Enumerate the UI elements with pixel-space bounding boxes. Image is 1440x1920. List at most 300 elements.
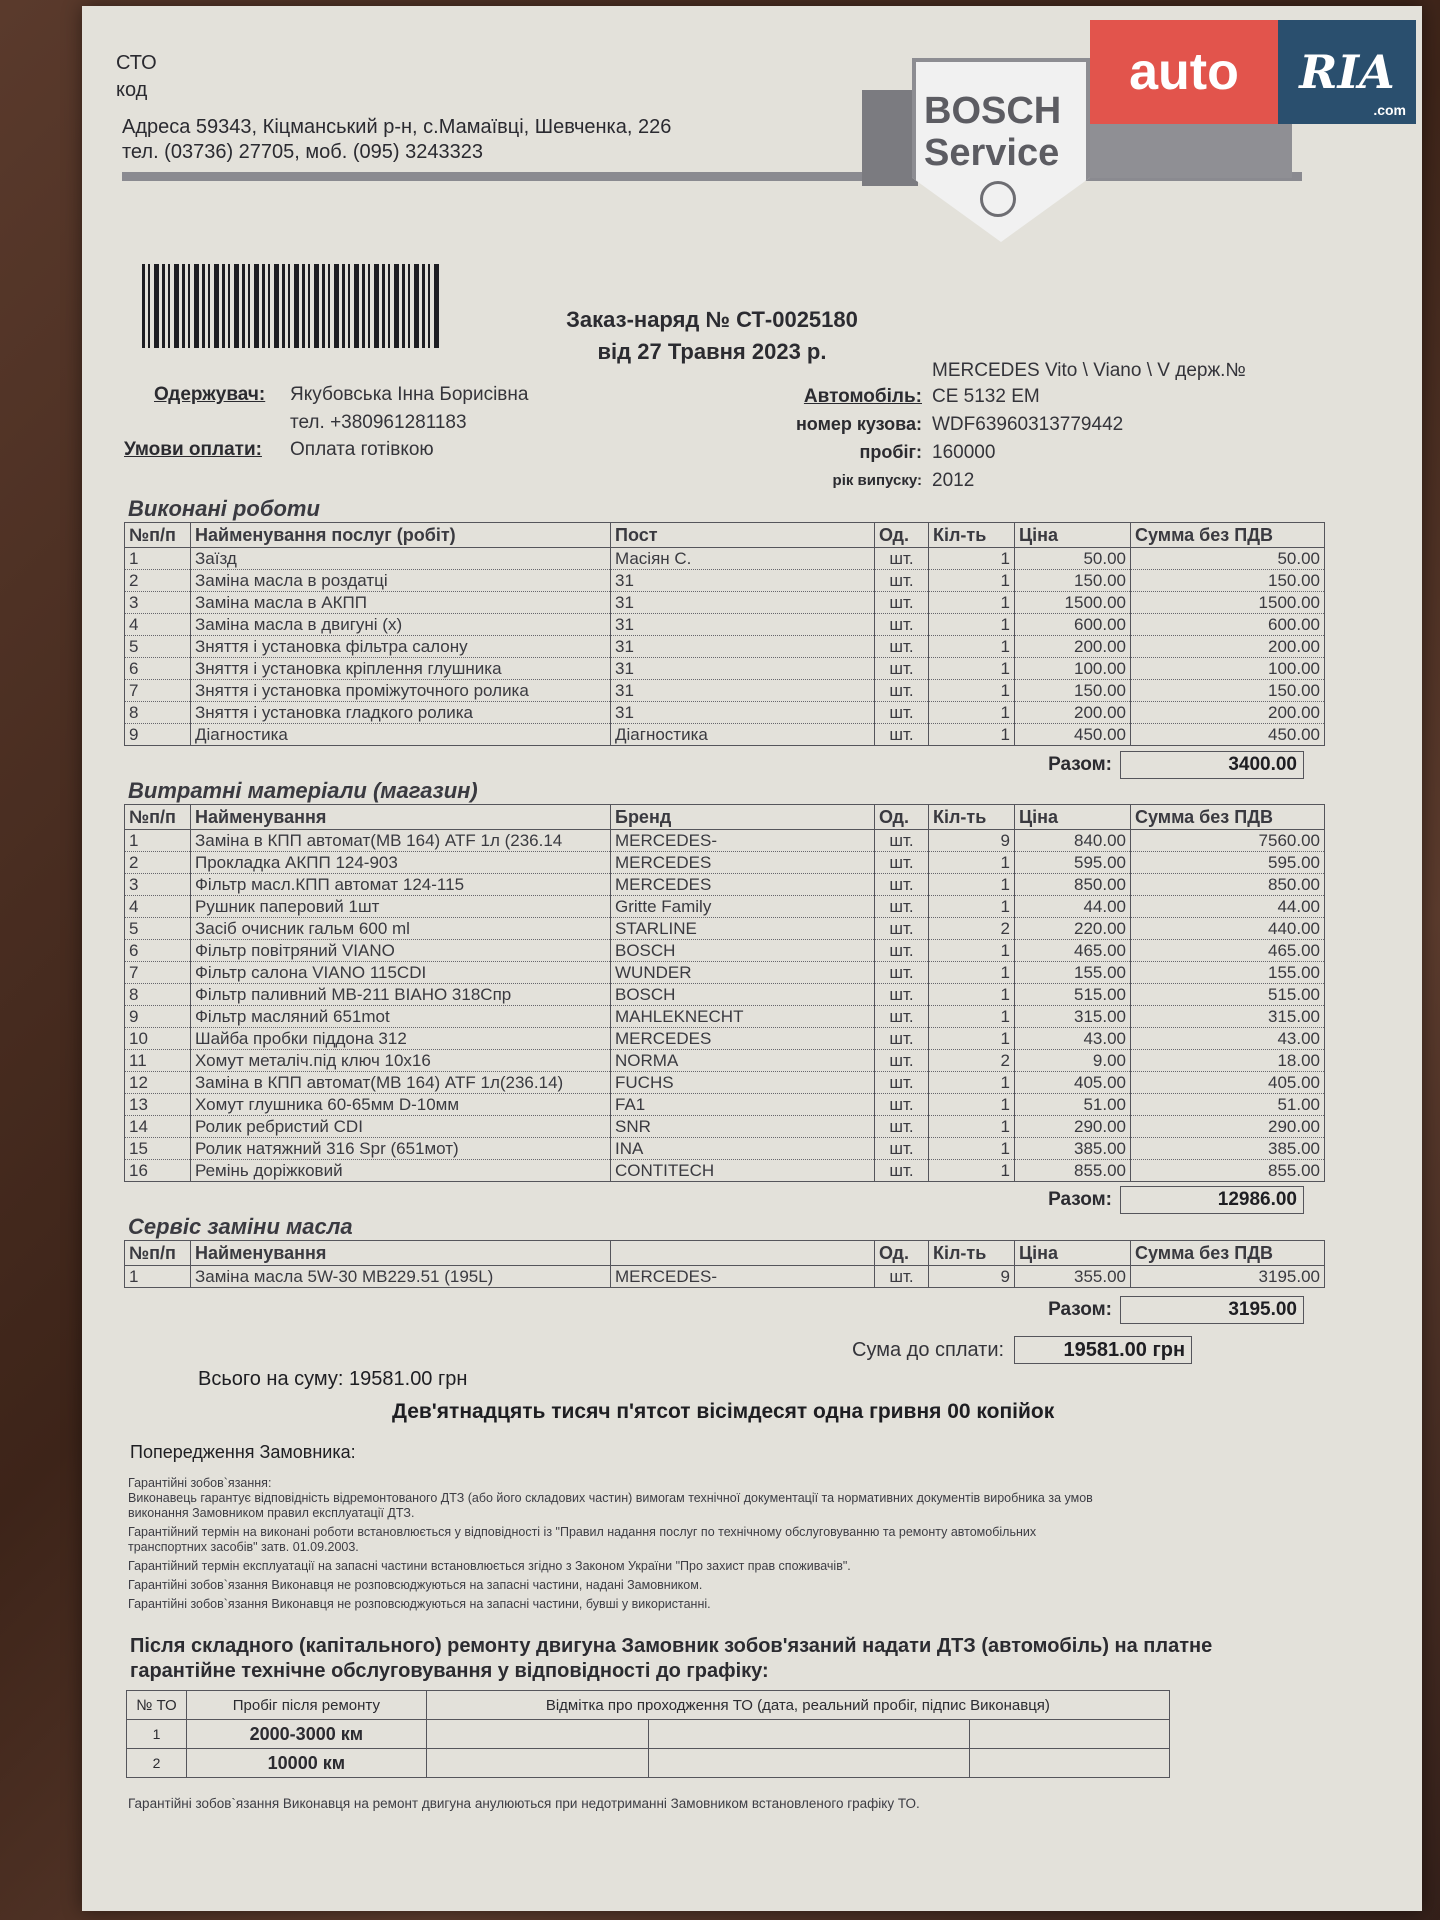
table-cell: 600.00 [1015, 614, 1131, 636]
table-cell: шт. [875, 918, 929, 940]
to-row-mark-cell [426, 1749, 648, 1778]
body-label: номер кузова: [795, 414, 922, 434]
column-header: Кіл-ть [929, 1241, 1015, 1266]
autoria-ria-label: RIA [1299, 45, 1395, 99]
table-cell: 450.00 [1131, 724, 1325, 746]
table-cell: Заміна масла в двигуні (х) [191, 614, 611, 636]
table-cell: 1 [929, 1138, 1015, 1160]
table-cell: 15 [125, 1138, 191, 1160]
table-cell: 43.00 [1015, 1028, 1131, 1050]
column-header: Од. [875, 523, 929, 548]
table-cell: 6 [125, 940, 191, 962]
table-cell: 1 [929, 984, 1015, 1006]
table-cell: Засіб очисник гальм 600 ml [191, 918, 611, 940]
table-cell: MERCEDES- [611, 1266, 875, 1288]
table-row [125, 1160, 1325, 1182]
warning-line: Гарантійний термін на виконані роботи встановлюється у відповідності із "Правил надання послуг по технічному обслуговуванню та ремонту автомобільних [128, 1525, 1037, 1539]
to-header-number: № ТО [127, 1691, 187, 1720]
materials-total-value: 12986.00 [1120, 1186, 1304, 1214]
warning-line: Гарантійні зобов`язання: [128, 1476, 272, 1490]
table-cell: Фільтр повітряний VIANO [191, 940, 611, 962]
table-cell: шт. [875, 1094, 929, 1116]
table-row [125, 918, 1325, 940]
table-cell: BOSCH [611, 984, 875, 1006]
table-cell: 450.00 [1015, 724, 1131, 746]
table-cell: шт. [875, 614, 929, 636]
table-row [125, 1006, 1325, 1028]
column-header: Сумма без ПДВ [1131, 805, 1325, 830]
table-cell: 1500.00 [1015, 592, 1131, 614]
table-cell: 315.00 [1131, 1006, 1325, 1028]
pay-total [852, 1336, 1192, 1364]
column-header: Найменування [191, 1241, 611, 1266]
table-cell: шт. [875, 724, 929, 746]
column-header: Кіл-ть [929, 523, 1015, 548]
table-row [125, 1094, 1325, 1116]
table-cell: 51.00 [1015, 1094, 1131, 1116]
order-number: Заказ-наряд № СТ-0025180 [566, 307, 858, 332]
table-row [125, 548, 1325, 570]
table-row [125, 592, 1325, 614]
column-header [611, 1241, 875, 1266]
to-row-number: 2 [127, 1749, 187, 1778]
table-cell: 3195.00 [1131, 1266, 1325, 1288]
table-cell: 840.00 [1015, 830, 1131, 852]
order-title [542, 304, 882, 368]
works-total-label: Разом: [1048, 754, 1112, 775]
table-cell: шт. [875, 1116, 929, 1138]
column-header: Пост [611, 523, 875, 548]
table-row [125, 1072, 1325, 1094]
table-cell: 1 [929, 724, 1015, 746]
column-header: №п/п [125, 1241, 191, 1266]
table-cell: шт. [875, 852, 929, 874]
table-row [125, 1028, 1325, 1050]
table-cell: 2 [125, 852, 191, 874]
table-cell: Шайба пробки піддона 312 [191, 1028, 611, 1050]
table-row [125, 658, 1325, 680]
table-cell: 1 [125, 830, 191, 852]
table-cell: FUCHS [611, 1072, 875, 1094]
table-row [125, 984, 1325, 1006]
table-cell: 290.00 [1131, 1116, 1325, 1138]
column-header: Ціна [1015, 805, 1131, 830]
pay-total-value: 19581.00 грн [1014, 1336, 1192, 1364]
table-cell: 50.00 [1015, 548, 1131, 570]
materials-total [952, 1186, 1304, 1214]
table-cell: 9 [929, 1266, 1015, 1288]
grand-total-label: Всього на суму: [198, 1368, 344, 1390]
table-cell: шт. [875, 1028, 929, 1050]
column-header: Сумма без ПДВ [1131, 1241, 1325, 1266]
table-row [127, 1720, 1170, 1749]
table-cell: шт. [875, 1050, 929, 1072]
warning-bold-line1: Після складного (капітального) ремонту двигуна Замовник зобов'язаний надати ДТЗ (автомобіль) на платне [130, 1635, 1213, 1657]
table-row [125, 614, 1325, 636]
table-cell: 100.00 [1131, 658, 1325, 680]
table-cell: 6 [125, 658, 191, 680]
to-footer-note: Гарантійні зобов`язання Виконавця на ремонт двигуна анулюються при недотриманні Замовником встановленого графіку ТО. [128, 1796, 920, 1811]
table-cell: 13 [125, 1094, 191, 1116]
table-cell: 1 [929, 940, 1015, 962]
table-cell: 465.00 [1131, 940, 1325, 962]
table-cell: 1 [929, 570, 1015, 592]
table-row [125, 852, 1325, 874]
materials-total-label: Разом: [1048, 1189, 1112, 1210]
oil-table [124, 1240, 1325, 1288]
table-cell: MERCEDES [611, 1028, 875, 1050]
year-label: рік випуску: [832, 472, 922, 489]
warnings-title: Попередження Замовника: [130, 1442, 356, 1462]
table-cell: 600.00 [1131, 614, 1325, 636]
table-cell: 3 [125, 874, 191, 896]
table-cell: 595.00 [1015, 852, 1131, 874]
table-cell: INA [611, 1138, 875, 1160]
table-cell: 150.00 [1131, 680, 1325, 702]
table-cell: шт. [875, 1072, 929, 1094]
table-cell: 155.00 [1131, 962, 1325, 984]
table-cell: MERCEDES [611, 852, 875, 874]
table-cell: 11 [125, 1050, 191, 1072]
order-date: від 27 Травня 2023 р. [597, 339, 827, 364]
table-cell: шт. [875, 680, 929, 702]
works-total [952, 751, 1304, 779]
bosch-logo-text: BOSCH Service [924, 90, 1062, 174]
table-cell: 200.00 [1131, 636, 1325, 658]
table-cell: 150.00 [1015, 680, 1131, 702]
table-cell: 9.00 [1015, 1050, 1131, 1072]
table-cell: 1 [929, 852, 1015, 874]
table-cell: 31 [611, 680, 875, 702]
warning-line: Виконавець гарантує відповідність відремонтованого ДТЗ (або його складових частин) вимогам технічної документації та нормативних документів виробника за умов [128, 1491, 1093, 1505]
bosch-emblem-icon [980, 181, 1016, 217]
table-row [125, 874, 1325, 896]
table-cell: Заміна в КПП автомат(МВ 164) ATF 1л(236.14) [191, 1072, 611, 1094]
table-cell: 10 [125, 1028, 191, 1050]
table-cell: 515.00 [1131, 984, 1325, 1006]
table-cell: Зняття і установка фільтра салону [191, 636, 611, 658]
table-cell: Заміна масла 5W-30 MB229.51 (195L) [191, 1266, 611, 1288]
table-cell: шт. [875, 984, 929, 1006]
to-row-mark-cell [648, 1749, 970, 1778]
table-cell: 31 [611, 658, 875, 680]
table-cell: Фільтр масл.КПП автомат 124-115 [191, 874, 611, 896]
table-cell: BOSCH [611, 940, 875, 962]
table-cell: шт. [875, 592, 929, 614]
table-cell: Хомут глушника 60-65мм D-10мм [191, 1094, 611, 1116]
table-cell: Gritte Family [611, 896, 875, 918]
table-cell: 14 [125, 1116, 191, 1138]
warnings-text [128, 1472, 1348, 1612]
table-cell: 31 [611, 592, 875, 614]
table-cell: шт. [875, 1006, 929, 1028]
table-cell: 1 [929, 1028, 1015, 1050]
column-header: Кіл-ть [929, 805, 1015, 830]
company-line2: код [116, 79, 148, 101]
to-row-number: 1 [127, 1720, 187, 1749]
table-cell: шт. [875, 570, 929, 592]
table-cell: 385.00 [1131, 1138, 1325, 1160]
table-cell: 1 [125, 1266, 191, 1288]
table-cell: 150.00 [1131, 570, 1325, 592]
table-cell: шт. [875, 636, 929, 658]
column-header: №п/п [125, 523, 191, 548]
payment-terms: Оплата готівкою [290, 439, 434, 460]
company-address: Адреса 59343, Кіцманський р-н, с.Мамаївці, Шевченка, 226 [122, 116, 672, 138]
works-total-value: 3400.00 [1120, 751, 1304, 779]
table-row [125, 896, 1325, 918]
table-cell: 4 [125, 896, 191, 918]
company-line1: СТО [116, 52, 157, 74]
table-cell: 1 [929, 548, 1015, 570]
table-cell: 290.00 [1015, 1116, 1131, 1138]
table-cell: 2 [929, 918, 1015, 940]
table-cell: Фільтр салона VIANO 115CDI [191, 962, 611, 984]
to-row-mark-cell [426, 1720, 648, 1749]
car-model: MERCEDES Vito \ Viano \ V держ.№ [932, 360, 1246, 381]
table-cell: 31 [611, 570, 875, 592]
table-cell: 1 [929, 702, 1015, 724]
table-cell: 850.00 [1015, 874, 1131, 896]
table-cell: 150.00 [1015, 570, 1131, 592]
table-cell: 100.00 [1015, 658, 1131, 680]
table-cell: 1 [929, 962, 1015, 984]
table-cell: MERCEDES- [611, 830, 875, 852]
mileage-label: пробіг: [859, 442, 922, 462]
table-row [125, 1266, 1325, 1288]
table-cell: 4 [125, 614, 191, 636]
grand-total [198, 1368, 467, 1391]
column-header: Ціна [1015, 1241, 1131, 1266]
table-cell: Зняття і установка кріплення глушника [191, 658, 611, 680]
table-cell: 8 [125, 984, 191, 1006]
table-cell: NORMA [611, 1050, 875, 1072]
table-cell: 200.00 [1131, 702, 1325, 724]
column-header: Од. [875, 1241, 929, 1266]
recipient-phone: тел. +380961281183 [290, 412, 467, 433]
to-row-mileage: 2000-3000 км [186, 1720, 426, 1749]
table-cell: Фільтр паливний МВ-211 ВІАНО 318Спр [191, 984, 611, 1006]
table-cell: 9 [125, 724, 191, 746]
table-cell: Рушник паперовий 1шт [191, 896, 611, 918]
oil-total-label: Разом: [1048, 1299, 1112, 1320]
warning-bold-line2: гарантійне технічне обслуговування у відповідності до графіку: [130, 1660, 769, 1682]
payment-label: Умови оплати: [124, 439, 262, 460]
invoice-sheet [82, 6, 1422, 1911]
table-cell: 5 [125, 918, 191, 940]
materials-header-row [125, 805, 1325, 830]
table-cell: 1 [125, 548, 191, 570]
table-cell: 1500.00 [1131, 592, 1325, 614]
table-cell: STARLINE [611, 918, 875, 940]
table-cell: 44.00 [1015, 896, 1131, 918]
autoria-ria-text [1278, 20, 1416, 124]
table-cell: 3 [125, 592, 191, 614]
to-row-mark-cell [970, 1749, 1170, 1778]
works-body [125, 548, 1325, 746]
works-header-row [125, 523, 1325, 548]
table-cell: 16 [125, 1160, 191, 1182]
column-header: Найменування послуг (робіт) [191, 523, 611, 548]
table-cell: 405.00 [1131, 1072, 1325, 1094]
materials-table [124, 804, 1325, 1182]
table-cell: Ролик натяжний 316 Spr (651мот) [191, 1138, 611, 1160]
table-cell: 515.00 [1015, 984, 1131, 1006]
table-cell: шт. [875, 940, 929, 962]
table-cell: шт. [875, 1160, 929, 1182]
table-cell: 595.00 [1131, 852, 1325, 874]
table-row [125, 724, 1325, 746]
table-cell: 355.00 [1015, 1266, 1131, 1288]
table-cell: шт. [875, 1138, 929, 1160]
table-cell: Прокладка АКПП 124-903 [191, 852, 611, 874]
table-cell: 9 [929, 830, 1015, 852]
table-cell: 50.00 [1131, 548, 1325, 570]
warning-line: виконання Замовником правил експлуатації ДТЗ. [128, 1506, 415, 1520]
table-cell: шт. [875, 874, 929, 896]
table-cell: 31 [611, 614, 875, 636]
table-row [125, 680, 1325, 702]
table-row [125, 940, 1325, 962]
table-cell: 5 [125, 636, 191, 658]
table-cell: 18.00 [1131, 1050, 1325, 1072]
warning-line: транспортних засобів" затв. 01.09.2003. [128, 1540, 359, 1554]
table-cell: шт. [875, 896, 929, 918]
table-cell: 44.00 [1131, 896, 1325, 918]
autoria-auto-text: auto [1090, 20, 1278, 124]
table-cell: Хомут металіч.під ключ 10х16 [191, 1050, 611, 1072]
table-cell: WUNDER [611, 962, 875, 984]
table-cell: 31 [611, 702, 875, 724]
materials-section-title: Витратні матеріали (магазин) [128, 778, 478, 803]
oil-section-title: Сервіс заміни масла [128, 1214, 353, 1239]
table-row [125, 570, 1325, 592]
column-header: №п/п [125, 805, 191, 830]
table-cell: 1 [929, 1116, 1015, 1138]
table-cell: 315.00 [1015, 1006, 1131, 1028]
table-cell: 43.00 [1131, 1028, 1325, 1050]
table-row [127, 1749, 1170, 1778]
table-cell: 1 [929, 614, 1015, 636]
table-cell: 31 [611, 636, 875, 658]
recipient-label: Одержувач: [154, 384, 266, 405]
table-cell: Зняття і установка гладкого ролика [191, 702, 611, 724]
table-cell: 220.00 [1015, 918, 1131, 940]
to-header-mark: Відмітка про проходження ТО (дата, реальний пробіг, підпис Виконавця) [426, 1691, 1169, 1720]
table-row [125, 636, 1325, 658]
column-header: Ціна [1015, 523, 1131, 548]
table-cell: шт. [875, 658, 929, 680]
table-cell: 8 [125, 702, 191, 724]
materials-body [125, 830, 1325, 1182]
recipient-name: Якубовська Інна Борисівна [290, 384, 529, 405]
works-table [124, 522, 1325, 746]
table-cell: 9 [125, 1006, 191, 1028]
table-cell: 850.00 [1131, 874, 1325, 896]
table-cell: MERCEDES [611, 874, 875, 896]
table-cell: Ремінь доріжковий [191, 1160, 611, 1182]
company-phone: тел. (03736) 27705, моб. (095) 3243323 [122, 141, 483, 163]
oil-total [952, 1296, 1304, 1324]
table-cell: 1 [929, 636, 1015, 658]
table-cell: 51.00 [1131, 1094, 1325, 1116]
to-row-mark-cell [648, 1720, 970, 1749]
oil-header-row [125, 1241, 1325, 1266]
table-row [125, 1116, 1325, 1138]
column-header: Бренд [611, 805, 875, 830]
table-row [125, 830, 1325, 852]
table-cell: Масіян С. [611, 548, 875, 570]
table-cell: 7560.00 [1131, 830, 1325, 852]
table-cell: 200.00 [1015, 702, 1131, 724]
works-section-title: Виконані роботи [128, 496, 320, 521]
table-row [125, 1138, 1325, 1160]
table-cell: 440.00 [1131, 918, 1325, 940]
table-cell: 155.00 [1015, 962, 1131, 984]
table-cell: шт. [875, 830, 929, 852]
table-cell: 465.00 [1015, 940, 1131, 962]
table-cell: 1 [929, 592, 1015, 614]
table-cell: 1 [929, 1072, 1015, 1094]
pay-total-label: Сума до сплати: [852, 1338, 1005, 1361]
table-cell: Діагностика [611, 724, 875, 746]
table-cell: 1 [929, 1006, 1015, 1028]
table-cell: Заїзд [191, 548, 611, 570]
table-cell: Заміна в КПП автомат(МВ 164) ATF 1л (236.14 [191, 830, 611, 852]
table-row [125, 962, 1325, 984]
table-cell: 1 [929, 896, 1015, 918]
table-cell: шт. [875, 702, 929, 724]
autoria-com-text: .com [1373, 102, 1406, 118]
table-cell: 2 [929, 1050, 1015, 1072]
table-cell: 1 [929, 658, 1015, 680]
amount-in-words: Дев'ятнадцять тисяч п'ятсот вісімдесят одна гривня 00 копійок [392, 1400, 1055, 1423]
table-cell: 7 [125, 962, 191, 984]
table-cell: 1 [929, 874, 1015, 896]
table-cell: FA1 [611, 1094, 875, 1116]
table-cell: Зняття і установка проміжуточного ролика [191, 680, 611, 702]
column-header: Сумма без ПДВ [1131, 523, 1325, 548]
to-schedule-table [126, 1690, 1170, 1778]
table-cell: 12 [125, 1072, 191, 1094]
table-cell: шт. [875, 962, 929, 984]
car-label: Автомобіль: [803, 386, 922, 407]
table-cell: 855.00 [1131, 1160, 1325, 1182]
body-number: WDF63960313779442 [932, 414, 1124, 435]
table-cell: MAHLEKNECHT [611, 1006, 875, 1028]
table-row [125, 1050, 1325, 1072]
warning-line: Гарантійні зобов`язання Виконавця не розповсюджуються на запасні частини, бувші у використанні. [128, 1597, 711, 1611]
table-row [125, 702, 1325, 724]
table-cell: шт. [875, 548, 929, 570]
table-cell: 855.00 [1015, 1160, 1131, 1182]
warning-line: Гарантійний термін експлуатації на запасні частини встановлюється згідно з Законом України "Про захист прав споживачів". [128, 1559, 851, 1573]
table-cell: 200.00 [1015, 636, 1131, 658]
table-cell: 1 [929, 1160, 1015, 1182]
logo-block-left [862, 90, 918, 186]
mileage-value: 160000 [932, 442, 996, 463]
table-cell: Заміна масла в роздатці [191, 570, 611, 592]
warning-line: Гарантійні зобов`язання Виконавця не розповсюджуються на запасні частини, надані Замовником. [128, 1578, 703, 1592]
to-row-mileage: 10000 км [186, 1749, 426, 1778]
barcode [142, 264, 442, 348]
oil-total-value: 3195.00 [1120, 1296, 1304, 1324]
table-cell: 385.00 [1015, 1138, 1131, 1160]
table-cell: 1 [929, 680, 1015, 702]
column-header: Од. [875, 805, 929, 830]
to-header-mileage: Пробіг після ремонту [186, 1691, 426, 1720]
table-cell: Діагностика [191, 724, 611, 746]
